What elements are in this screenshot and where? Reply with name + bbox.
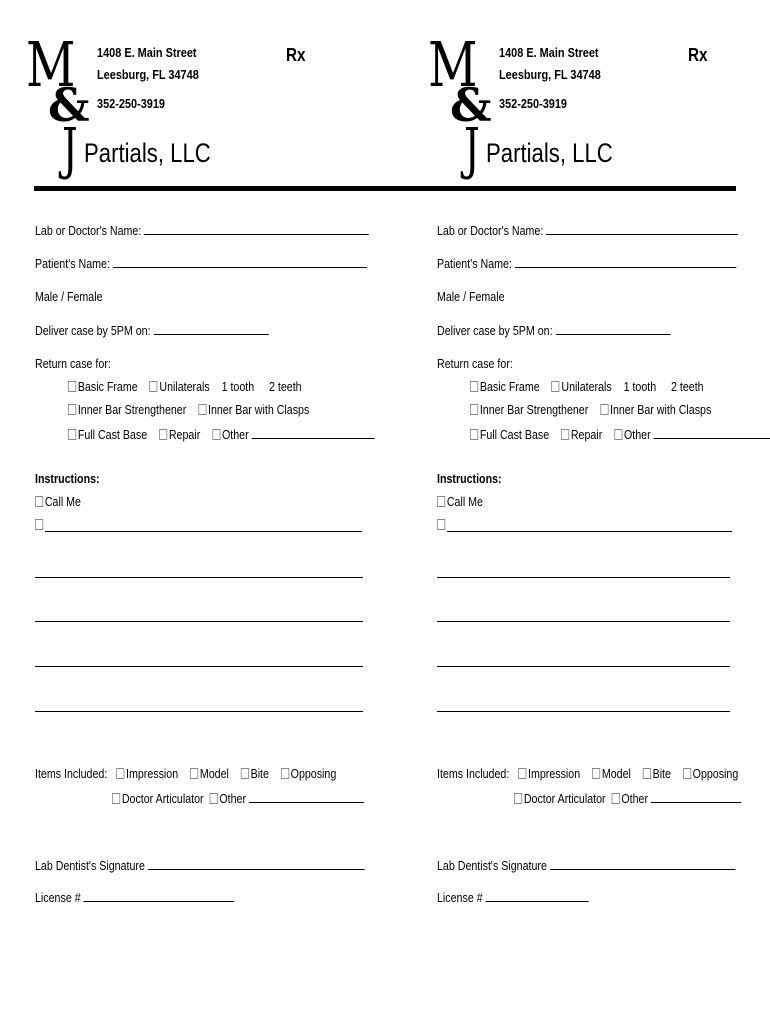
checkbox[interactable] <box>68 381 76 392</box>
logo-j: J <box>464 117 480 182</box>
call-me-row <box>437 494 483 510</box>
rx-label: Rx <box>688 45 708 65</box>
items-row-1 <box>437 766 738 782</box>
items-row-2 <box>514 790 741 807</box>
checkbox[interactable] <box>614 429 622 440</box>
checkbox[interactable] <box>68 429 76 440</box>
lab-doctor-field[interactable] <box>144 222 369 235</box>
signature-field[interactable] <box>148 857 364 870</box>
license-field[interactable] <box>486 889 589 902</box>
instruction-line-5[interactable] <box>35 711 363 712</box>
checkbox[interactable] <box>190 768 198 779</box>
checkbox[interactable] <box>281 768 289 779</box>
company-phone: 352-250-3919 <box>499 96 568 111</box>
option-label: Full Cast Base <box>77 427 148 442</box>
checkbox[interactable] <box>112 793 120 804</box>
company-address <box>499 42 601 86</box>
license-row <box>35 889 234 906</box>
items-row-1 <box>35 766 336 782</box>
patient-label: Patient's Name: <box>437 256 512 271</box>
checkbox[interactable] <box>561 429 569 440</box>
checkbox[interactable] <box>150 381 158 392</box>
address-line-1: 1408 E. Main Street <box>499 45 599 60</box>
lab-doctor-label: Lab or Doctor's Name: <box>35 223 142 238</box>
instruction-line-3[interactable] <box>35 621 363 622</box>
company-address <box>97 42 199 86</box>
option-label: 1 tooth <box>623 379 657 394</box>
signature-field[interactable] <box>550 857 735 870</box>
item-label: Opposing <box>290 766 337 781</box>
deliver-label: Deliver case by 5PM on: <box>35 323 151 338</box>
instructions-label: Instructions: <box>35 471 100 486</box>
item-label: Doctor Articulator <box>523 791 606 806</box>
option-label: Other <box>623 427 651 442</box>
instruction-line-1[interactable] <box>447 531 732 532</box>
patient-label: Patient's Name: <box>35 256 110 271</box>
checkbox[interactable] <box>470 429 478 440</box>
instruction-line-3[interactable] <box>437 621 730 622</box>
instruction-line-1[interactable] <box>45 531 362 532</box>
deliver-row <box>35 322 268 339</box>
checkbox[interactable] <box>35 519 43 530</box>
items-other-field[interactable] <box>651 790 741 803</box>
lab-doctor-label: Lab or Doctor's Name: <box>437 223 544 238</box>
address-line-1: 1408 E. Main Street <box>97 45 197 60</box>
other-field[interactable] <box>654 426 770 439</box>
option-label: Basic Frame <box>479 379 540 394</box>
item-label: Bite <box>652 766 671 781</box>
instruction-line-row <box>35 517 45 533</box>
gender-row[interactable]: Male / Female <box>437 289 505 304</box>
option-label: Full Cast Base <box>479 427 550 442</box>
checkbox[interactable] <box>514 793 522 804</box>
item-label: Model <box>199 766 229 781</box>
instruction-line-4[interactable] <box>437 666 730 667</box>
call-me-label: Call Me <box>446 494 483 509</box>
header-divider <box>34 186 736 191</box>
checkbox[interactable] <box>159 429 167 440</box>
patient-field[interactable] <box>113 255 367 268</box>
patient-field[interactable] <box>515 255 736 268</box>
address-line-2: Leesburg, FL 34748 <box>97 67 199 82</box>
call-me-row <box>35 494 81 510</box>
checkbox[interactable] <box>592 768 600 779</box>
rx-label: Rx <box>286 45 306 65</box>
other-field[interactable] <box>252 426 375 439</box>
company-name: Partials, LLC <box>84 138 211 168</box>
instruction-line-4[interactable] <box>35 666 363 667</box>
call-me-label: Call Me <box>44 494 81 509</box>
rx-form-right <box>402 0 762 1024</box>
return-options-row-2 <box>470 402 711 418</box>
checkbox[interactable] <box>437 496 445 507</box>
checkbox[interactable] <box>518 768 526 779</box>
item-label: Impression <box>126 766 179 781</box>
deliver-row <box>437 322 670 339</box>
option-label: 1 tooth <box>221 379 255 394</box>
checkbox[interactable] <box>612 793 620 804</box>
option-label: 2 teeth <box>269 379 302 394</box>
item-label: Bite <box>250 766 269 781</box>
checkbox[interactable] <box>470 404 478 415</box>
option-label: Other <box>221 427 249 442</box>
lab-doctor-row <box>437 222 738 239</box>
option-label: Inner Bar with Clasps <box>609 402 712 417</box>
instruction-line-row <box>437 517 447 533</box>
option-label: Repair <box>168 427 201 442</box>
logo-mj: M <box>428 28 473 101</box>
signature-label: Lab Dentist's Signature <box>437 858 547 873</box>
items-label: Items Included: <box>437 766 510 781</box>
license-label: License # <box>35 890 81 905</box>
checkbox[interactable] <box>210 793 218 804</box>
option-label: 2 teeth <box>671 379 704 394</box>
checkbox[interactable] <box>212 429 220 440</box>
checkbox[interactable] <box>683 768 691 779</box>
item-label: Model <box>601 766 631 781</box>
company-name: Partials, LLC <box>486 138 613 168</box>
option-label: Unilaterals <box>561 379 612 394</box>
return-label: Return case for: <box>35 356 111 371</box>
option-label: Unilaterals <box>159 379 210 394</box>
checkbox[interactable] <box>643 768 651 779</box>
checkbox[interactable] <box>198 404 206 415</box>
lab-doctor-field[interactable] <box>546 222 738 235</box>
return-options-row-3 <box>470 426 770 443</box>
checkbox[interactable] <box>68 404 76 415</box>
rx-form-left <box>0 0 360 1024</box>
logo-j: J <box>62 117 78 182</box>
logo-ampersand: & <box>450 78 492 132</box>
deliver-label: Deliver case by 5PM on: <box>437 323 553 338</box>
license-label: License # <box>437 890 483 905</box>
checkbox[interactable] <box>116 768 124 779</box>
option-label: Inner Bar Strengthener <box>479 402 589 417</box>
patient-row <box>437 255 736 272</box>
checkbox[interactable] <box>437 519 445 530</box>
item-label: Opposing <box>692 766 739 781</box>
return-options-row-3 <box>68 426 375 443</box>
company-phone: 352-250-3919 <box>97 96 166 111</box>
return-options-row-1 <box>470 379 704 395</box>
item-label: Other <box>621 791 649 806</box>
return-options-row-2 <box>68 402 309 418</box>
item-label: Other <box>219 791 247 806</box>
option-label: Inner Bar Strengthener <box>77 402 187 417</box>
checkbox[interactable] <box>241 768 249 779</box>
signature-row <box>437 857 735 874</box>
instruction-line-2[interactable] <box>35 577 363 578</box>
lab-doctor-row <box>35 222 369 239</box>
item-label: Doctor Articulator <box>121 791 204 806</box>
instruction-line-5[interactable] <box>437 711 730 712</box>
checkbox[interactable] <box>552 381 560 392</box>
logo-mj: M <box>26 28 71 101</box>
instruction-line-2[interactable] <box>437 577 730 578</box>
checkbox[interactable] <box>470 381 478 392</box>
option-label: Basic Frame <box>77 379 138 394</box>
license-field[interactable] <box>84 889 235 902</box>
items-row-2 <box>112 790 364 807</box>
return-options-row-1 <box>68 379 302 395</box>
signature-row <box>35 857 364 874</box>
option-label: Repair <box>570 427 603 442</box>
license-row <box>437 889 589 906</box>
signature-label: Lab Dentist's Signature <box>35 858 145 873</box>
deliver-date-field[interactable] <box>154 322 269 335</box>
items-other-field[interactable] <box>249 790 364 803</box>
logo-ampersand: & <box>48 78 90 132</box>
items-label: Items Included: <box>35 766 108 781</box>
return-label: Return case for: <box>437 356 513 371</box>
option-label: Inner Bar with Clasps <box>207 402 310 417</box>
instructions-label: Instructions: <box>437 471 502 486</box>
address-line-2: Leesburg, FL 34748 <box>499 67 601 82</box>
checkbox[interactable] <box>600 404 608 415</box>
item-label: Impression <box>528 766 581 781</box>
gender-row[interactable]: Male / Female <box>35 289 103 304</box>
deliver-date-field[interactable] <box>556 322 671 335</box>
patient-row <box>35 255 367 272</box>
checkbox[interactable] <box>35 496 43 507</box>
